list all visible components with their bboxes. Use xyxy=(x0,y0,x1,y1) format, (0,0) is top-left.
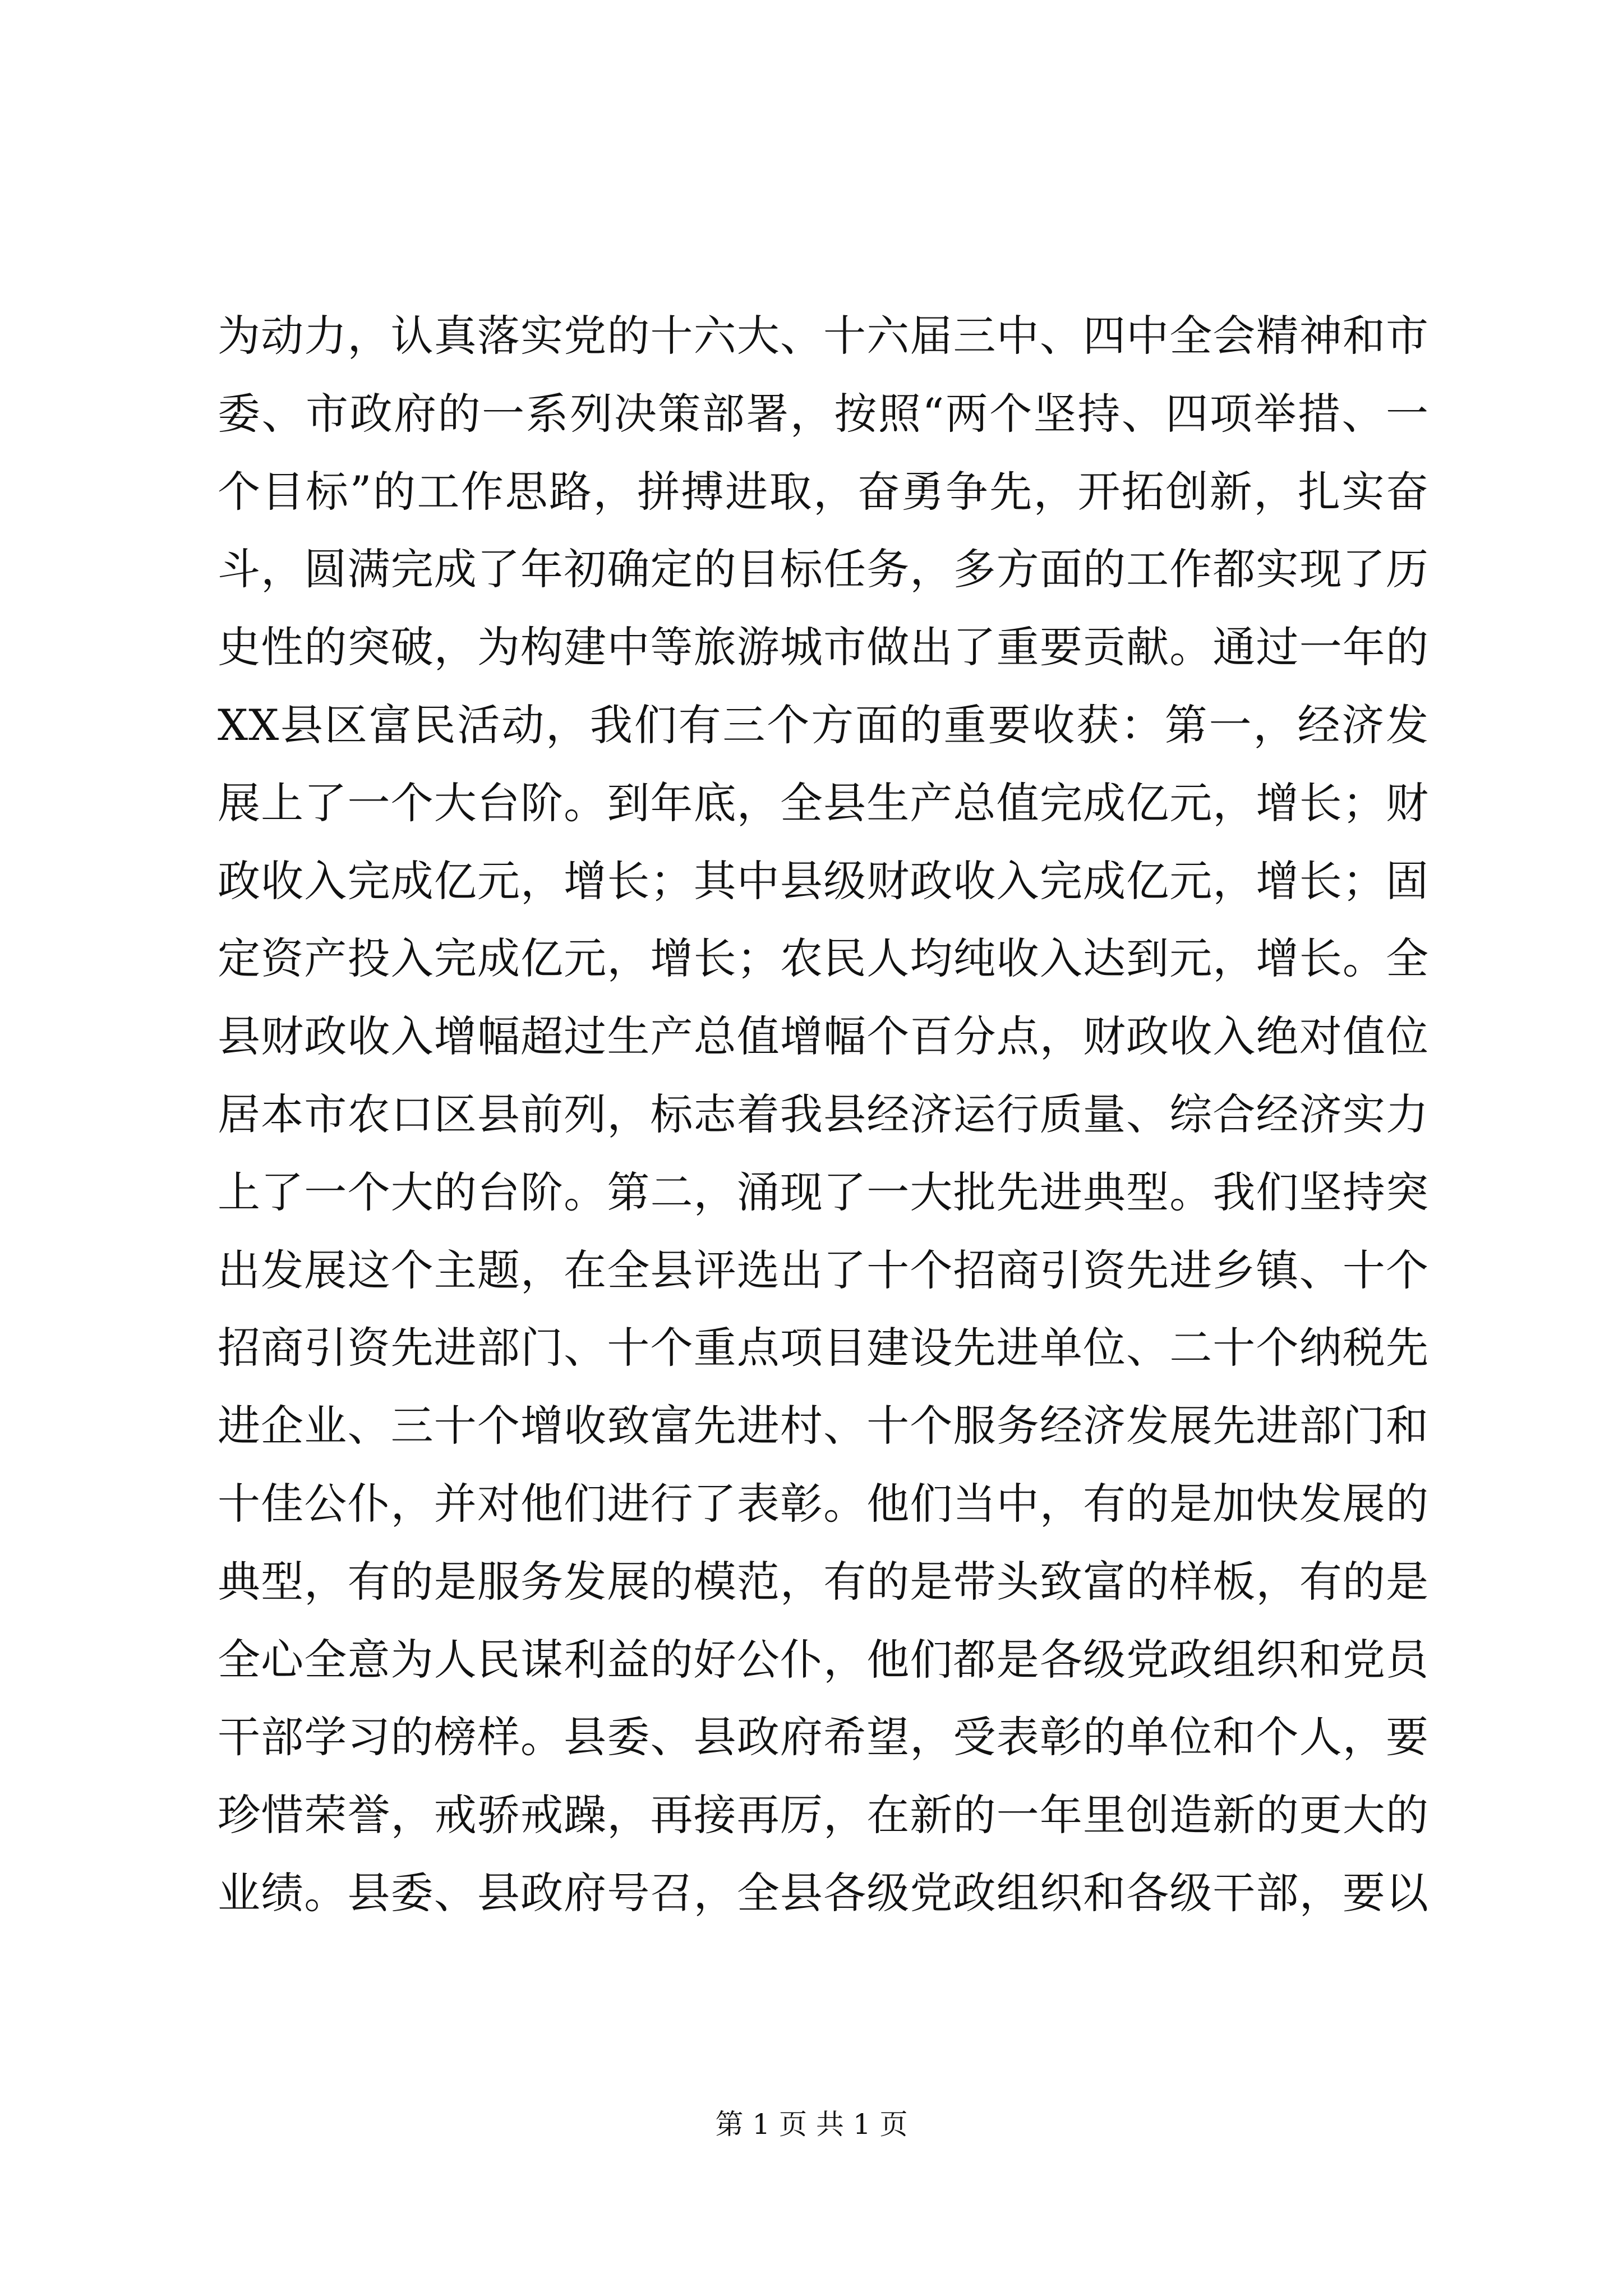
text-line: 定资产投入完成亿元，增长；农民人均纯收入达到元，增长。全 xyxy=(218,933,1429,984)
text-line: 十佳公仆，并对他们进行了表彰。他们当中，有的是加快发展的 xyxy=(218,1478,1429,1529)
text-line: 个目标”的工作思路，拼搏进取，奋勇争先，开拓创新，扎实奋 xyxy=(218,466,1429,517)
text-line: 县财政收入增幅超过生产总值增幅个百分点，财政收入绝对值位 xyxy=(218,1011,1429,1062)
text-line: 典型，有的是服务发展的模范，有的是带头致富的样板，有的是 xyxy=(218,1556,1429,1607)
text-line: 出发展这个主题，在全县评选出了十个招商引资先进乡镇、十个 xyxy=(218,1245,1429,1295)
text-line: 委、市政府的一系列决策部署，按照“两个坚持、四项举措、一 xyxy=(218,388,1429,439)
text-line: 业绩。县委、县政府号召，全县各级党政组织和各级干部，要以 xyxy=(218,1867,1429,1918)
text-line: 干部学习的榜样。县委、县政府希望，受表彰的单位和个人，要 xyxy=(218,1712,1429,1763)
text-line: 招商引资先进部门、十个重点项目建设先进单位、二十个纳税先 xyxy=(218,1323,1429,1373)
text-line: 展上了一个大台阶。到年底，全县生产总值完成亿元，增长；财 xyxy=(218,777,1429,828)
text-line: 珍惜荣誉，戒骄戒躁，再接再厉，在新的一年里创造新的更大的 xyxy=(218,1790,1429,1841)
text-line: 斗，圆满完成了年初确定的目标任务，多方面的工作都实现了历 xyxy=(218,544,1429,595)
text-line: 进企业、三十个增收致富先进村、十个服务经济发展先进部门和 xyxy=(218,1401,1429,1451)
text-line: XX县区富民活动，我们有三个方面的重要收获：第一，经济发 xyxy=(218,700,1429,750)
page-footer: 第 1 页 共 1 页 xyxy=(715,2108,908,2141)
text-line: 居本市农口区县前列，标志着我县经济运行质量、综合经济实力 xyxy=(218,1089,1429,1139)
text-line: 全心全意为人民谋利益的好公仆，他们都是各级党政组织和党员 xyxy=(218,1634,1429,1685)
text-line: 史性的突破，为构建中等旅游城市做出了重要贡献。通过一年的 xyxy=(218,622,1429,673)
body-paragraph xyxy=(218,297,1429,1932)
text-line: 为动力，认真落实党的十六大、十六届三中、四中全会精神和市 xyxy=(218,311,1429,361)
text-line: 上了一个大的台阶。第二，涌现了一大批先进典型。我们坚持突 xyxy=(218,1167,1429,1217)
text-line: 政收入完成亿元，增长；其中县级财政收入完成亿元，增长；固 xyxy=(218,855,1429,906)
